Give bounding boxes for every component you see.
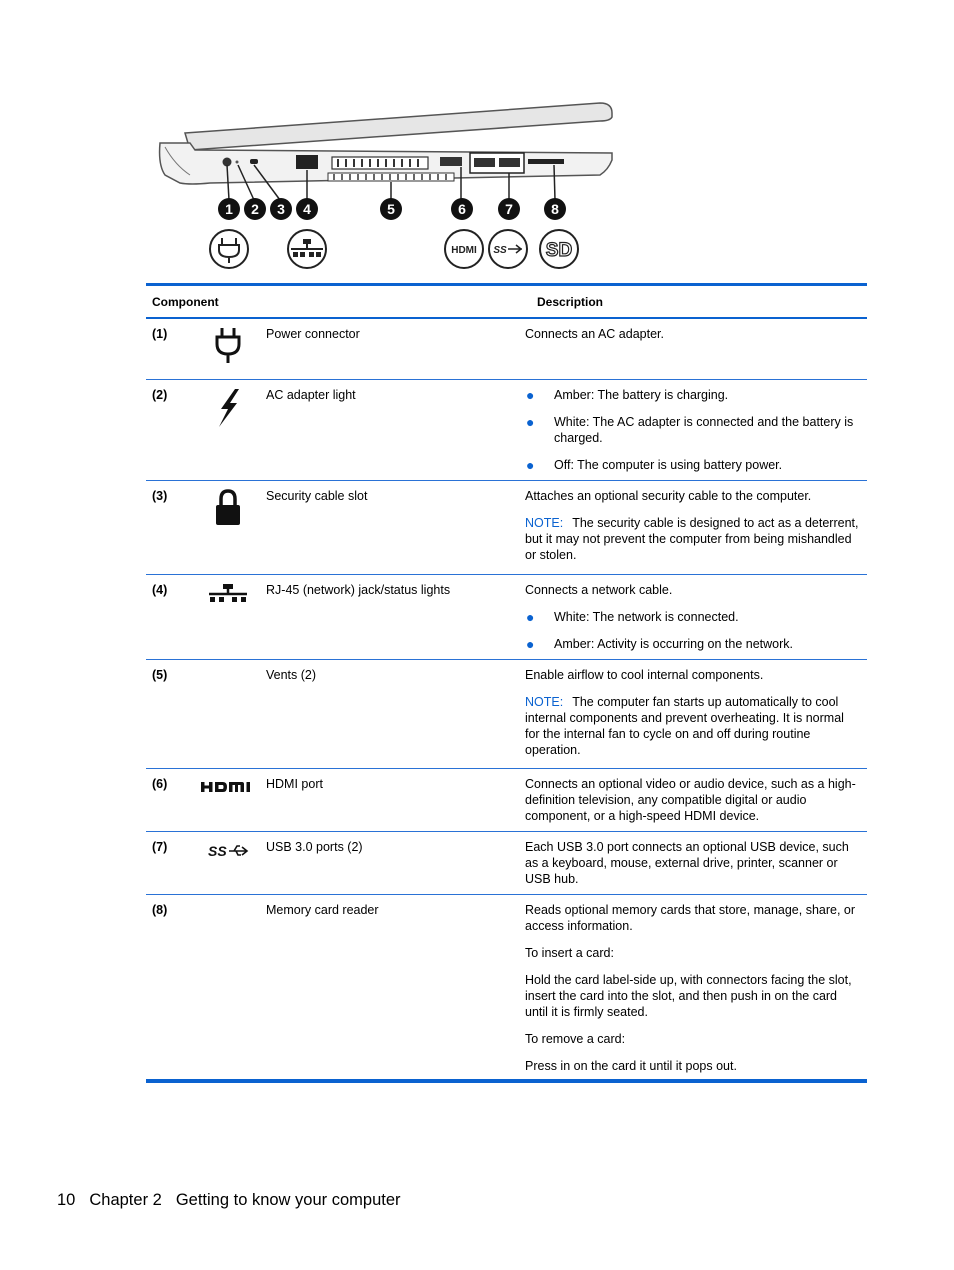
component-name: HDMI port: [266, 777, 323, 791]
chapter-title: Getting to know your computer: [175, 1191, 401, 1209]
header-component: Component: [152, 294, 219, 309]
note-text: The security cable is designed to act as a deterrent, but it may not prevent the computer from being mishandled or stolen.: [525, 516, 859, 562]
list-item: ● Amber: Activity is occurring on the network.: [526, 636, 793, 652]
table-row: [146, 832, 867, 895]
page-footer: [57, 1191, 415, 1210]
usb3-icon: [207, 839, 249, 863]
table-row: [146, 895, 867, 1079]
bullet-icon: ●: [526, 636, 535, 652]
component-description: Enable airflow to cool internal components.: [525, 668, 764, 682]
header-description: Description: [537, 294, 604, 309]
padlock-icon: [213, 488, 243, 528]
network-icon: [208, 582, 248, 606]
component-description: Each USB 3.0 port connects an optional USB device, such as a keyboard, mouse, external drive, printer, scanner or USB hub.: [525, 840, 849, 886]
callout-3: [270, 198, 292, 220]
table-row: [146, 319, 867, 380]
callout-4: [296, 198, 318, 220]
component-description: Connects a network cable.: [525, 583, 673, 597]
table-row: [146, 660, 867, 769]
component-description: Connects an optional video or audio device, such as a high-definition television, any compatible digital or audio component, or a high-speed HDMI device.: [525, 777, 856, 823]
component-name: Power connector: [266, 327, 360, 341]
list-item: ● Amber: The battery is charging.: [526, 387, 729, 403]
laptop-side-illustration: [150, 95, 620, 275]
table-row: [146, 769, 867, 832]
list-item: ● White: The AC adapter is connected and the battery is charged.: [526, 414, 854, 445]
page-number: 10: [57, 1191, 76, 1209]
sd-card-icon-label: SD: [545, 240, 573, 261]
list-item: ● White: The network is connected.: [526, 609, 739, 625]
usb3-icon-label: SS: [208, 843, 227, 859]
table-header: [146, 286, 867, 319]
hdmi-icon: [200, 776, 256, 798]
component-name: AC adapter light: [266, 388, 356, 402]
callout-2: [244, 198, 266, 220]
callout-6-label: 6: [458, 201, 466, 217]
component-name: RJ-45 (network) jack/status lights: [266, 583, 451, 597]
component-number: (3): [152, 489, 168, 503]
callout-5: [380, 198, 402, 220]
bullet-icon: ●: [526, 609, 535, 625]
note: [525, 515, 861, 563]
bullet-icon: ●: [526, 387, 535, 403]
usb3-icon: [489, 230, 527, 268]
component-description: Connects an AC adapter.: [525, 327, 664, 341]
sd-card-icon: [540, 230, 578, 268]
callout-1: [218, 198, 240, 220]
component-number: (1): [152, 327, 168, 341]
note-label: NOTE:: [525, 516, 564, 530]
callout-3-label: 3: [277, 201, 285, 217]
bullet-icon: ●: [526, 457, 535, 473]
hdmi-icon: [445, 230, 483, 268]
laptop-side-view: [150, 95, 620, 275]
plug-icon: [213, 326, 243, 366]
list-item: ● Off: The computer is using battery power.: [526, 457, 783, 473]
callout-1-label: 1: [225, 201, 233, 217]
usb3-icon-label: SS: [493, 245, 507, 256]
component-name: Vents (2): [266, 668, 317, 682]
component-description: Press in on the card it until it pops out.: [525, 1059, 737, 1073]
callout-4-label: 4: [303, 201, 311, 217]
hdmi-icon-label: HDMI: [451, 245, 477, 256]
table-row: [146, 481, 867, 575]
bullet-icon: ●: [526, 414, 535, 430]
callout-6: [451, 198, 473, 220]
callout-8-label: 8: [551, 201, 559, 217]
callout-7: [498, 198, 520, 220]
callout-8: [544, 198, 566, 220]
component-name: Memory card reader: [266, 903, 379, 917]
plug-icon: [210, 230, 248, 268]
component-name: Security cable slot: [266, 489, 368, 503]
component-number: (4): [152, 583, 168, 597]
chapter-label: Chapter 2: [89, 1191, 162, 1209]
note-text: The computer fan starts up automatically to cool internal components and prevent overheating. It is normal for the internal fan to cycle on and off during routine operation.: [525, 695, 844, 757]
table-row: [146, 380, 867, 481]
lightning-bolt-icon: [213, 387, 243, 429]
component-description: Reads optional memory cards that store, manage, share, or access information.: [525, 903, 856, 933]
note: [525, 694, 861, 758]
callout-5-label: 5: [387, 201, 395, 217]
component-number: (7): [152, 840, 168, 854]
component-description: To remove a card:: [525, 1032, 626, 1046]
component-number: (6): [152, 777, 168, 791]
component-description: Hold the card label-side up, with connectors facing the slot, insert the card into the slot, and then push in on the card until it is firmly seated.: [525, 973, 852, 1019]
network-icon: [288, 230, 326, 268]
component-description: To insert a card:: [525, 946, 614, 960]
callout-2-label: 2: [251, 201, 259, 217]
callout-7-label: 7: [505, 201, 513, 217]
component-name: USB 3.0 ports (2): [266, 840, 363, 854]
component-description: Attaches an optional security cable to the computer.: [525, 489, 812, 503]
component-table: [146, 283, 867, 1083]
table-row: [146, 575, 867, 660]
component-number: (8): [152, 903, 168, 917]
component-number: (5): [152, 668, 168, 682]
component-number: (2): [152, 388, 168, 402]
note-label: NOTE:: [525, 695, 564, 709]
